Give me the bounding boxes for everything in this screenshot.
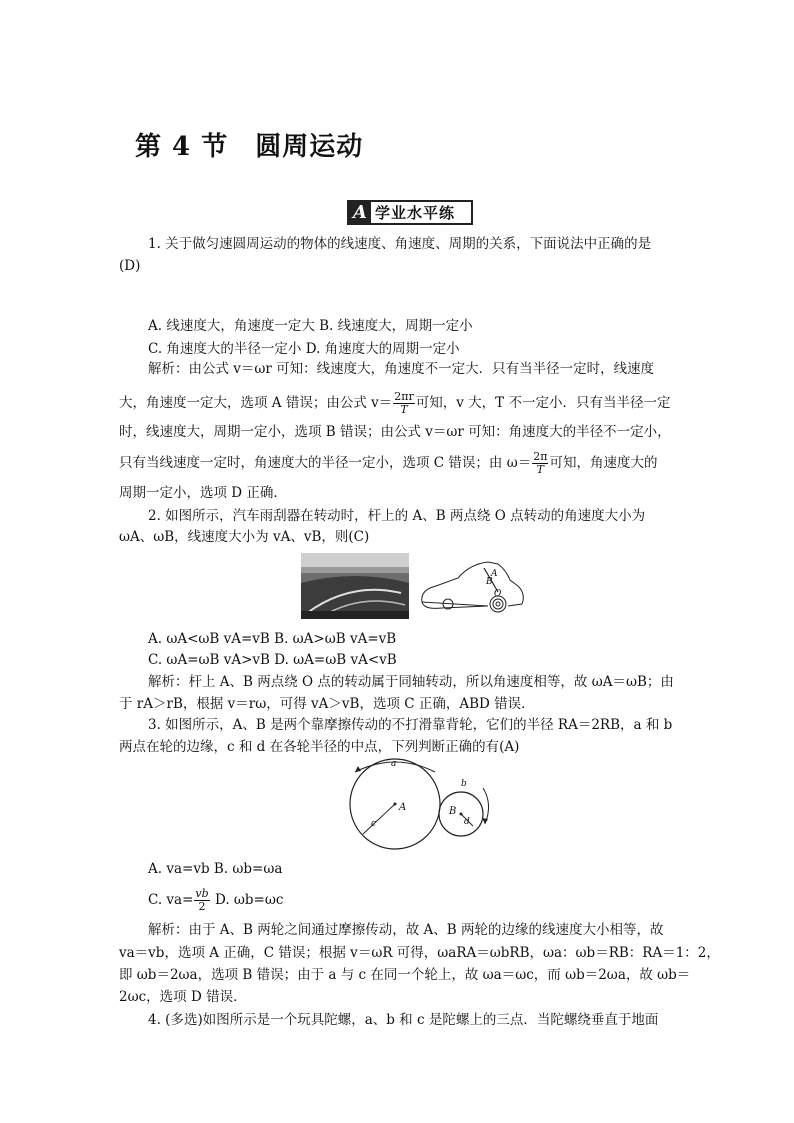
q1-options-cd: C. 角速度大的半径一定小 D. 角速度大的周期一定小 <box>148 341 460 357</box>
q1-stem-line1: 1. 关于做匀速圆周运动的物体的线速度、角速度、周期的关系，下面说法中正确的是 <box>148 236 652 252</box>
q3-answer-line4: 2ωc，选项 D 错误． <box>119 989 247 1005</box>
two-wheels-diagram <box>333 760 499 852</box>
label-b: b <box>461 779 467 789</box>
q3-opt-c-post: D. ωb=ωc <box>210 892 284 908</box>
section-badge <box>347 200 473 225</box>
q1-options-ab: A. 线速度大，角速度一定大 B. 线速度大，周期一定小 <box>148 318 473 334</box>
q3-stem-line1: 3. 如图所示，A、B 是两个靠摩擦传动的不打滑靠背轮，它们的半径 RA＝2RB，a 和 b <box>148 717 673 733</box>
label-A: A <box>491 569 498 579</box>
q4-stem-line1: 4. (多选)如图所示是一个玩具陀螺，a、b 和 c 是陀螺上的三点．当陀螺绕垂直于地面 <box>148 1012 659 1028</box>
q2-answer-line1: 解析：杆上 A、B 两点绕 O 点的转动属于同轴转动，所以角速度相等，故 ωA＝ωB；由 <box>148 674 674 690</box>
fraction <box>194 888 209 913</box>
q1-answer-line4 <box>119 451 657 476</box>
q2-options-ab: A. ωA<ωB vA=vB B. ωA>ωB vA=vB <box>148 631 397 647</box>
page-title: 第 4 节 圆周运动 <box>135 132 364 162</box>
badge-text: 学业水平练 <box>375 204 456 222</box>
q1-stem-line2: (D) <box>119 258 141 274</box>
wiper-photo <box>301 553 409 619</box>
label-B: B <box>486 577 493 587</box>
q2-stem-line2: ωA、ωB，线速度大小为 vA、vB，则(C) <box>119 529 370 545</box>
fraction <box>532 451 548 476</box>
q1-ans2-pre: 大，角速度一定大，选项 A 错误；由公式 v＝ <box>119 395 393 411</box>
fraction-num: vb <box>195 887 209 900</box>
q3-options-ab: A. va=vb B. ωb=ωa <box>148 861 283 877</box>
label-c: c <box>371 819 377 829</box>
car-wiper-diagram <box>418 556 528 616</box>
fraction-den: T <box>536 463 544 476</box>
q2-answer-line2: 于 rA＞rB，根据 v＝rω，可得 vA＞vB，选项 C 正确，ABD 错误． <box>119 696 535 712</box>
label-B: B <box>449 806 457 817</box>
q2-options-cd: C. ωA=ωB vA>vB D. ωA=ωB vA<vB <box>148 652 397 668</box>
q1-ans2-post: 可知，v 大，T 不一定小．只有当半径一定 <box>415 395 671 411</box>
q3-answer-line1: 解析：由于 A、B 两轮之间通过摩擦传动，故 A、B 两轮的边缘的线速度大小相等，故 <box>148 922 664 938</box>
badge-letter: A <box>349 202 371 223</box>
q1-answer-line3: 时，线速度大，周期一定小，选项 B 错误；由公式 v＝ωr 可知：角速度大的半径不一定小， <box>119 424 671 440</box>
q3-stem-line2: 两点在轮的边缘，c 和 d 在各轮半径的中点，下列判断正确的有(A) <box>119 739 520 755</box>
q3-options-cd <box>148 888 283 913</box>
fraction-num: 2π <box>533 450 548 463</box>
q3-answer-line2: va＝vb，选项 A 正确，C 错误；根据 v＝ωR 可得，ωaRA＝ωbRB，ωa：ωb＝RB：RA＝1：2， <box>119 945 720 961</box>
label-a: a <box>391 759 397 769</box>
q1-answer-line5: 周期一定小，选项 D 正确． <box>119 485 287 501</box>
fraction-num: 2πr <box>394 390 414 403</box>
fraction-den: 2 <box>198 900 206 913</box>
fraction <box>393 391 415 416</box>
q3-answer-line3: 即 ωb＝2ωa，选项 B 错误；由于 a 与 c 在同一个轮上，故 ωa＝ωc，而 ωb＝2ωa，故 ωb＝ <box>119 967 691 983</box>
label-O: O <box>494 589 502 599</box>
q1-ans4-post: 可知，角速度大的 <box>549 455 658 471</box>
q2-stem-line1: 2. 如图所示，汽车雨刮器在转动时，杆上的 A、B 两点绕 O 点转动的角速度大小为 <box>148 508 646 524</box>
fraction-den: T <box>400 403 408 416</box>
q1-answer-line2 <box>119 391 670 416</box>
q1-ans4-pre: 只有当线速度一定时，角速度大的半径一定小，选项 C 错误；由 ω＝ <box>119 455 532 471</box>
label-d: d <box>464 817 470 827</box>
q1-answer-line1: 解析：由公式 v＝ωr 可知：线速度大，角速度不一定大．只有当半径一定时，线速度 <box>148 361 655 377</box>
label-A: A <box>399 802 407 813</box>
q3-opt-c-pre: C. va= <box>148 892 194 908</box>
